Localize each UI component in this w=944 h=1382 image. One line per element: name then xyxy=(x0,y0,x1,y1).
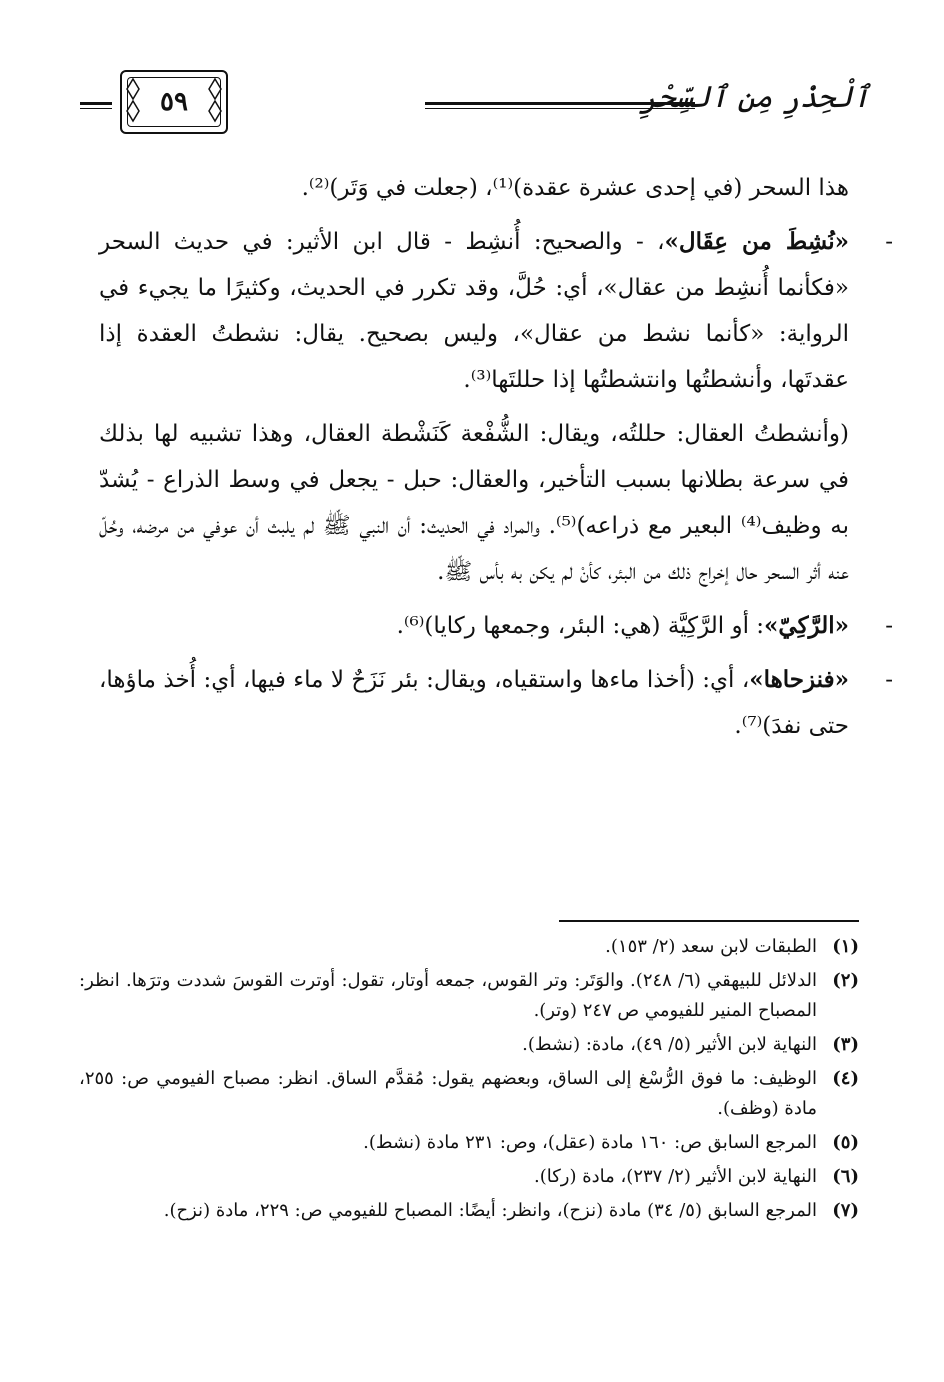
glossary-definition: : أو الرَّكِيَّة (هي: البئر، وجمعها ركايا)⁽⁶⁾. xyxy=(396,613,765,639)
list-dash: - xyxy=(885,667,893,693)
ornament-icon xyxy=(208,77,222,123)
footnote-text: الدلائل للبيهقي (٦/ ٢٤٨). والوَتَر: وتر القوس، جمعه أوتار، تقول: أوترت القوسَ شددت وترَها. انظر: المصباح المنير للفيومي ص ٢٤٧ (وتر). xyxy=(79,970,818,1021)
main-text xyxy=(99,165,893,757)
paragraph xyxy=(99,411,849,595)
page-header xyxy=(80,60,870,140)
book-title: ٱلْحِذْرِ مِن ٱلسِّحْرِ xyxy=(639,80,870,115)
glossary-term: «الرَّكِيّ» xyxy=(764,612,849,639)
glossary-item xyxy=(99,657,893,749)
footnote xyxy=(79,1030,859,1060)
footnote-number: (٢) xyxy=(832,970,859,991)
glossary-definition: ، أي: (أخذا ماءها واستقياه، ويقال: بئر نَزَحٌ لا ماء فيها، أي: أُخذ ماؤها، حتى نفدَ)⁽⁷⁾. xyxy=(99,667,849,739)
footnotes xyxy=(79,932,859,1230)
footnote xyxy=(79,1162,859,1192)
glossary-item xyxy=(99,603,893,649)
page-number: ٥٩ xyxy=(160,87,188,117)
footnote xyxy=(79,1196,859,1226)
list-dash: - xyxy=(885,613,893,639)
footnote-number: (٤) xyxy=(832,1068,859,1089)
glossary-term: «فنزحاها» xyxy=(749,666,849,693)
footnote xyxy=(79,1064,859,1124)
footnote-number: (٧) xyxy=(832,1200,859,1221)
footnote xyxy=(79,966,859,1026)
list-dash: - xyxy=(885,229,893,255)
ornament-icon xyxy=(126,77,140,123)
footnote xyxy=(79,932,859,962)
footnote xyxy=(79,1128,859,1158)
footnote-text: النهاية لابن الأثير (٢/ ٢٣٧)، مادة (ركا). xyxy=(533,1166,817,1187)
footnote-number: (٦) xyxy=(832,1166,859,1187)
header-rule xyxy=(425,102,695,109)
footnote-number: (٥) xyxy=(832,1132,859,1153)
footnote-number: (١) xyxy=(832,936,859,957)
footnote-text: الطبقات لابن سعد (٢/ ١٥٣). xyxy=(605,936,817,957)
footnote-text: الوظيف: ما فوق الرُّسْغ إلى الساق، وبعضهم يقول: مُقدَّم الساق. انظر: مصباح الفيومي ص: ٢٥٥، مادة (وظف). xyxy=(79,1068,817,1119)
paragraph xyxy=(99,165,849,211)
glossary-item xyxy=(99,219,893,403)
footnote-text: المرجع السابق (٥/ ٣٤) مادة (نزح)، وانظر: أيضًا: المصباح للفيومي ص: ٢٢٩، مادة (نزح). xyxy=(163,1200,817,1221)
footnote-text: المرجع السابق ص: ١٦٠ مادة (عقل)، وص: ٢٣١ مادة (نشط). xyxy=(363,1132,817,1153)
footnote-number: (٣) xyxy=(832,1034,859,1055)
glossary-term: «نُشِطَ من عِقَال» xyxy=(664,228,850,255)
paragraph-text: هذا السحر (في إحدى عشرة عقدة)⁽¹⁾، (جعلت في وَتَر)⁽²⁾. xyxy=(301,175,849,201)
footnote-text: النهاية لابن الأثير (٥/ ٤٩)، مادة: (نشط). xyxy=(522,1034,817,1055)
page-number-badge xyxy=(120,70,228,134)
header-rule xyxy=(80,102,112,109)
paragraph-text: (وأنشطتُ العقال: حللتُه، ويقال: الشُّفْعة كَنَشْطة العقال، وهذا تشبيه لها بذلك في سرعة بطلانها بسبب التأخير، والعقال: حبل - يجعل في وسط الذراع - يُشدّ به وظيف⁽⁴⁾ البعير مع ذراعه)⁽⁵⁾. والمراد في الحديث: أن النبي ﷺ لم يلبث أن عوفي من مرضه، وحُلّ عنه أثر السحر حال إخراج ذلك من البئر، كأنْ لم يكن به بأس ﷺ. xyxy=(99,421,850,585)
glossary-definition: ، - والصحيح: أُنشِط - قال ابن الأثير: في حديث السحر «فكأنما أُنشِط من عقال»، أي: حُلَّ، وقد تكرر في الحديث، وكثيرًا ما يجيء في الرواية: «كأنما نشط من عقال»، وليس بصحيح. يقال: نشطتُ العقدة إذا عقدتَها، وأنشطتُها وانتشطتُها إذا حللتَها⁽³⁾. xyxy=(99,229,849,393)
footnote-separator xyxy=(559,920,859,922)
